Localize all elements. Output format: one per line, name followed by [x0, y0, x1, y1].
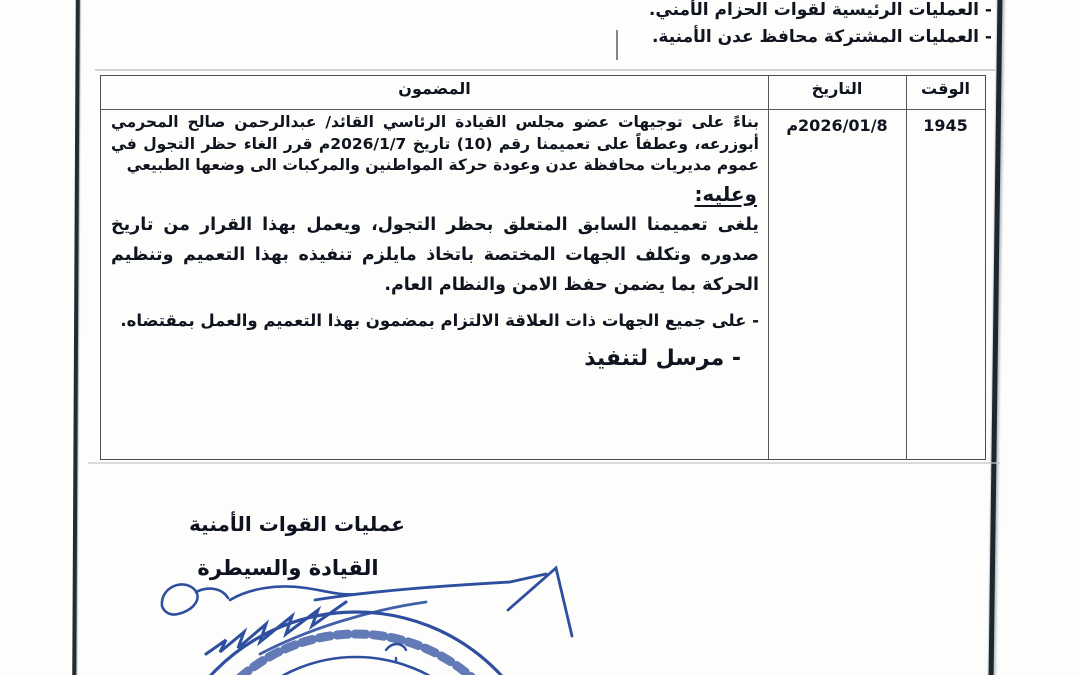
directive-transition-word: وعليه: [694, 181, 757, 206]
directive-bullet-sent-for-execution: - مرسل لتنفيذ [584, 345, 741, 371]
footer-command-control: القيادة والسيطرة [197, 556, 379, 580]
bullet-joint-operations: - العمليات المشتركة محافظ عدن الأمنية. [651, 27, 992, 47]
time-cell-value: 1945 [923, 116, 968, 135]
scan-faint-line-below-table [88, 462, 1000, 464]
top-operations-bullets [562, 0, 992, 51]
signature-cursive-left-icon [162, 584, 228, 614]
directive-paragraph-1: بناءً على توجيهات عضو مجلس القيادة الرئاسي القائد/ عبدالرحمن صالح المحرمي أبوزرعه، وعطفاً على تعميمنا رقم (10) تاريخ 2026/1/7م قرر الغاء حظر التجول في عموم مديريات محافظة عدن وعودة حركة المواطنين والمركبات الى وضعها الطبيعي [111, 113, 759, 174]
signature-cursive-mid-icon [230, 587, 358, 601]
page-right-edge-line [988, 0, 1002, 675]
signature-flourish-line-icon [315, 574, 546, 600]
directive-bullet-compliance: - على جميع الجهات ذات العلاقة الالتزام بمضمون بهذا التعميم والعمل بمقتضاه. [120, 310, 759, 330]
page-left-edge-line [72, 0, 79, 675]
column-header-content: المضمون [398, 79, 471, 98]
signature-and-stamp [110, 558, 610, 675]
stamp-outer-circle-icon [158, 612, 554, 675]
directive-paragraph-2: يلغى تعميمنا السابق المتعلق بحظر التجول، ويعمل بهذا القرار من تاريخ صدوره وتكلف الجهات المختصة باتخاذ مايلزم تنفيذه بهذا التعميم وتنظيم الحركة بما يضمن حفظ الامن والنظام العام. [111, 214, 759, 295]
column-header-date: التاريخ [811, 79, 863, 98]
content-cell [111, 112, 759, 371]
header-row-separator [101, 109, 985, 110]
bullet-main-operations: - العمليات الرئيسية لقوات الحزام الأمني. [648, 0, 992, 20]
scan-faint-line-top [95, 69, 995, 71]
signature-check-stroke-icon [508, 568, 572, 636]
operations-log-table [100, 75, 986, 460]
column-header-time: الوقت [921, 79, 970, 98]
footer-unit-name: عمليات القوات الأمنية [189, 512, 405, 536]
date-cell-value: 2026/01/8م [786, 116, 888, 135]
